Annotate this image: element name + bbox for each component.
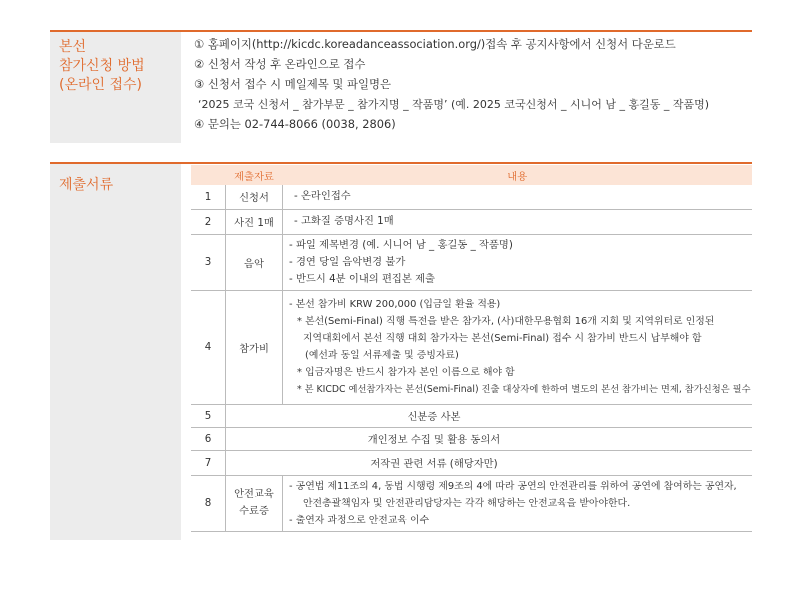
row-content: 신분증 사본	[226, 404, 753, 427]
header-num	[191, 165, 226, 185]
row-number: 2	[191, 209, 226, 234]
table-row	[191, 404, 752, 427]
doc-name	[226, 209, 283, 234]
table-row	[191, 290, 752, 404]
doc-name-line: 참가비	[239, 342, 269, 355]
content-line: - 반드시 4분 이내의 편집본 제출	[289, 272, 435, 285]
content-line: * 본 KICDC 예선참가자는 본선(Semi-Final) 진출 대상자에 한하여 별도의 본선 참가비는 면제, 참가신청은 필수	[297, 384, 751, 395]
header-content: 내용	[283, 165, 753, 185]
row-content	[283, 290, 753, 404]
table-row	[191, 209, 752, 234]
table-row	[191, 450, 752, 475]
step-1: ① 홈페이지(http://kicdc.koreadanceassociation.org/)접속 후 공지사항에서 신청서 다운로드	[194, 37, 676, 51]
table-row	[191, 234, 752, 290]
table-row	[191, 475, 752, 531]
content-line: 지역대회에서 본선 직행 대회 참가자는 본선(Semi-Final) 접수 시 참가비 반드시 납부해야 함	[303, 333, 702, 344]
doc-name-line: 수료증	[239, 505, 269, 517]
doc-name-line: 신청서	[239, 192, 269, 205]
table-row	[191, 427, 752, 450]
step-2: ② 신청서 작성 후 온라인으로 접수	[194, 57, 366, 71]
row-content: 개인정보 수집 및 활용 동의서	[226, 427, 753, 450]
table-header	[191, 165, 752, 185]
content-line: - 온라인접수	[294, 190, 351, 203]
content-line: - 고화질 증명사진 1매	[294, 215, 394, 227]
content-line: - 경연 당일 음악변경 불가	[289, 255, 406, 268]
content-line: - 본선 참가비 KRW 200,000 (입금일 환율 적용)	[289, 299, 501, 310]
doc-name	[226, 290, 283, 404]
step-3: ③ 신청서 접수 시 메일제목 및 파일명은	[194, 77, 391, 91]
step-3-filename-format: ‘2025 코국 신청서 _ 참가부문 _ 참가지명 _ 작품명’ (예. 2025 코국신청서 _ 시니어 남 _ 홍길동 _ 작품명)	[198, 98, 710, 111]
doc-name	[226, 185, 283, 209]
section-label	[50, 164, 181, 540]
content-line: 안전총괄책임자 및 안전관리담당자는 각각 해당하는 안전교육을 받아야한다.	[303, 497, 631, 509]
header-doc: 제출자료	[226, 165, 283, 185]
documents-table	[191, 165, 752, 532]
table-row	[191, 185, 752, 209]
label-line: 본선	[59, 39, 87, 55]
application-method-section	[50, 30, 752, 143]
row-number: 3	[191, 234, 226, 290]
section-label	[50, 32, 181, 143]
row-content	[283, 475, 753, 531]
documents-section	[50, 162, 752, 542]
doc-name	[226, 475, 283, 531]
row-content	[283, 209, 753, 234]
step-4: ④ 문의는 02-744-8066 (0038, 2806)	[194, 117, 396, 131]
doc-name	[226, 234, 283, 290]
content-line: * 본선(Semi-Final) 직행 특전을 받은 참가자, (사)대한무용협회 16개 지회 및 지역위터로 인정된	[297, 316, 715, 327]
content-line: * 입금자명은 반드시 참가자 본인 이름으로 해야 함	[297, 367, 515, 378]
row-number: 6	[191, 427, 226, 450]
content-line: - 출연자 과정으로 안전교육 이수	[289, 514, 430, 526]
row-number: 5	[191, 404, 226, 427]
row-content	[283, 185, 753, 209]
content-line: (예선과 동일 서류제출 및 증빙자료)	[305, 350, 459, 361]
row-number: 8	[191, 475, 226, 531]
doc-name-line: 사진 1매	[234, 217, 274, 229]
content-line: - 파일 제목변경 (예. 시니어 남 _ 홍길동 _ 작품명)	[289, 238, 513, 251]
doc-name-line: 음악	[244, 257, 264, 270]
row-content	[283, 234, 753, 290]
label-line: 제출서류	[59, 177, 114, 193]
label-line: 참가신청 방법	[59, 58, 145, 74]
row-number: 4	[191, 290, 226, 404]
row-number: 1	[191, 185, 226, 209]
row-number: 7	[191, 450, 226, 475]
content-line: - 공연법 제11조의 4, 동법 시행령 제9조의 4에 따라 공연의 안전관리를 위하여 공연에 참여하는 공연자,	[289, 480, 737, 492]
label-line: (온라인 접수)	[59, 77, 142, 93]
row-content: 저작권 관련 서류 (해당자만)	[226, 450, 753, 475]
doc-name-line: 안전교육	[234, 488, 274, 500]
